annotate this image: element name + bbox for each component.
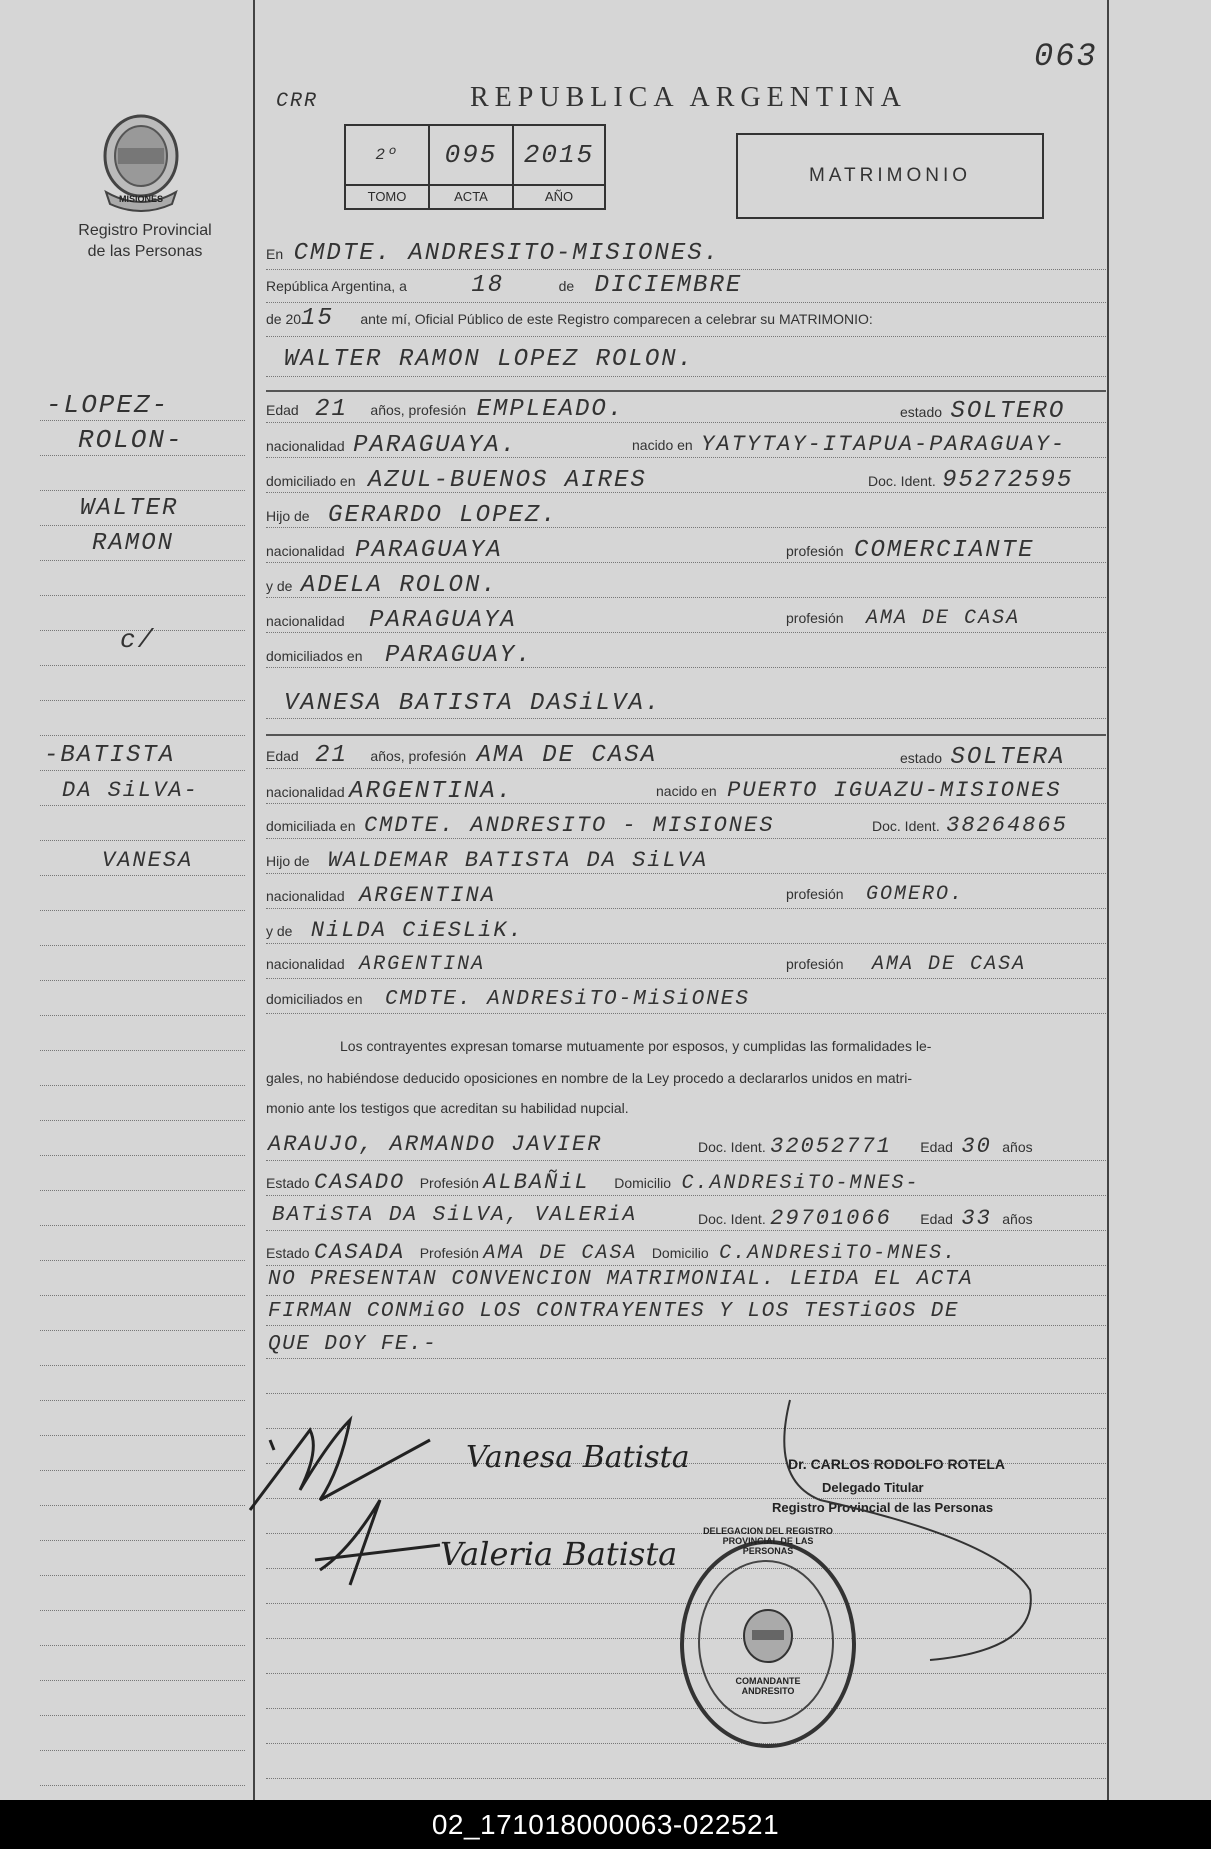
groom-hijo-label: Hijo de: [266, 508, 310, 524]
groom-father-profession: COMERCIANTE: [854, 537, 1035, 564]
registry-name-line2: de las Personas: [87, 243, 203, 260]
bride-father-prof-label: profesión: [786, 886, 844, 902]
witness-2-signature: Valeria Batista: [440, 1535, 678, 1573]
registry-name-line1: Registro Provincial: [78, 222, 212, 239]
groom-father-nationality: PARAGUAYA: [355, 537, 503, 564]
groom-doc-label: Doc. Ident.: [868, 473, 936, 489]
witness-2-age: 33: [961, 1206, 992, 1231]
groom-estado: SOLTERO: [950, 398, 1066, 425]
groom-nationality: PARAGUAYA.: [353, 432, 518, 459]
witness-2-edad-label: Edad: [920, 1211, 953, 1227]
groom-domiciliado-label: domiciliado en: [266, 473, 356, 489]
place-value: CMDTE. ANDRESITO-MISIONES.: [293, 240, 721, 267]
bride-estado-label: estado: [900, 750, 943, 766]
witness-2-doc: 29701066: [770, 1206, 892, 1231]
bride-father-nationality: ARGENTINA: [359, 883, 496, 908]
seal-ring-text: DELEGACION DEL REGISTRO PROVINCIAL DE LAS PERSONAS: [703, 1526, 833, 1556]
document-type-box: MATRIMONIO: [736, 133, 1044, 219]
bride-full-name: VANESA BATISTA DASiLVA.: [284, 690, 662, 717]
margin-groom-name-1: WALTER: [80, 495, 179, 522]
margin-connector: c/: [120, 625, 156, 655]
groom-age: 21: [315, 396, 348, 423]
bride-anios-profesion-label: años, profesión: [370, 748, 467, 764]
declaration-line-3: monio ante los testigos que acreditan su habilidad nupcial.: [266, 1100, 629, 1116]
bride-doc: 38264865: [946, 813, 1068, 838]
footer-code: 02_171018000063-022521: [0, 1800, 1211, 1849]
seal-inner-text: COMANDANTE ANDRESITO: [735, 1676, 801, 1696]
groom-profession: EMPLEADO.: [476, 396, 625, 423]
groom-mother-nationality: PARAGUAYA: [369, 607, 517, 634]
official-title: Delegado Titular: [822, 1480, 924, 1495]
official-name: Dr. CARLOS RODOLFO ROTELA: [788, 1456, 1005, 1472]
witness-1-anios-label: años: [1002, 1139, 1033, 1155]
bride-nationality: ARGENTINA.: [349, 778, 514, 805]
registry-number-box: [344, 124, 606, 210]
groom-full-name: WALTER RAMON LOPEZ ROLON.: [284, 346, 695, 373]
groom-mother-prof-label: profesión: [786, 610, 844, 626]
witness-2-estado-label: Estado: [266, 1245, 310, 1261]
seal-emblem-icon: [738, 1606, 798, 1670]
bride-mother-nat-label: nacionalidad: [266, 956, 345, 972]
margin-bride-surname-2: DA SiLVA-: [62, 778, 199, 803]
witness-1-prof-label: Profesión: [419, 1175, 479, 1191]
bride-estado: SOLTERA: [950, 744, 1066, 771]
groom-edad-label: Edad: [266, 402, 299, 418]
witness-1-age: 30: [961, 1134, 992, 1159]
delegation-seal: [680, 1526, 856, 1748]
groom-father: GERARDO LOPEZ.: [328, 502, 558, 529]
bride-signature: Vanesa Batista: [466, 1440, 690, 1475]
groom-nationality-label: nacionalidad: [266, 438, 345, 454]
bride-father-nat-label: nacionalidad: [266, 888, 345, 904]
witness-2-anios-label: años: [1002, 1211, 1033, 1227]
witness-2-estado: CASADA: [314, 1240, 406, 1265]
groom-anios-profesion-label: años, profesión: [370, 402, 467, 418]
closing-note-1: NO PRESENTAN CONVENCION MATRIMONIAL. LEIDA EL ACTA: [268, 1268, 974, 1291]
margin-groom-surname-1: -LOPEZ-: [46, 390, 170, 420]
bride-profession: AMA DE CASA: [476, 742, 658, 769]
witness-1-edad-label: Edad: [920, 1139, 953, 1155]
bride-edad-label: Edad: [266, 748, 299, 764]
bride-mother-profession: AMA DE CASA: [872, 953, 1027, 976]
tomo-value: 2º: [346, 126, 430, 186]
groom-father-prof-label: profesión: [786, 543, 844, 559]
page-number: 063: [1034, 38, 1098, 75]
groom-mother: ADELA ROLON.: [300, 572, 498, 599]
witness-2-dom-label: Domicilio: [651, 1245, 709, 1261]
bride-father-profession: GOMERO.: [866, 883, 965, 906]
bride-age: 21: [315, 742, 348, 769]
groom-father-nat-label: nacionalidad: [266, 543, 345, 559]
acta-label: ACTA: [430, 186, 514, 208]
witness-2-prof-label: Profesión: [419, 1245, 479, 1261]
month-value: DICIEMBRE: [594, 272, 743, 299]
bride-doc-label: Doc. Ident.: [872, 818, 940, 834]
bride-father: WALDEMAR BATISTA DA SiLVA: [328, 848, 709, 873]
crr-mark: CRR: [276, 90, 319, 113]
bride-nationality-label: nacionalidad: [266, 784, 345, 800]
witness-2-name: BATiSTA DA SiLVA, VALERiA: [272, 1204, 638, 1227]
groom-birthplace: YATYTAY-ITAPUA-PARAGUAY-: [701, 432, 1067, 457]
bride-hijo-label: Hijo de: [266, 853, 310, 869]
bride-address: CMDTE. ANDRESITO - MISIONES: [363, 813, 775, 838]
witness-1-doc: 32052771: [770, 1134, 892, 1159]
republica-label: República Argentina, a: [266, 278, 407, 294]
year-prefix-label: de 20: [266, 311, 302, 327]
year-suffix-value: 15: [301, 305, 334, 332]
bride-nacido-label: nacido en: [656, 783, 717, 799]
groom-nacido-label: nacido en: [632, 437, 693, 453]
witness-1-name: ARAUJO, ARMANDO JAVIER: [268, 1132, 603, 1157]
province-logo: [96, 112, 186, 212]
closing-note-2: FIRMAN CONMiGO LOS CONTRAYENTES Y LOS TESTiGOS DE: [268, 1300, 960, 1323]
witness-1-dom-label: Domicilio: [614, 1175, 671, 1191]
bride-domiciliada-label: domiciliada en: [266, 818, 356, 834]
bride-mother-prof-label: profesión: [786, 956, 844, 972]
bride-mother-nationality: ARGENTINA: [359, 953, 486, 976]
official-office: Registro Provincial de las Personas: [772, 1500, 994, 1515]
witness-1-signature-scribble: [310, 1490, 450, 1590]
anio-value: 2015: [514, 126, 604, 186]
logo-label: MISIONES: [118, 194, 163, 204]
declaration-line-1: Los contrayentes expresan tomarse mutuamente por esposos, y cumplidas las formalidades le-: [340, 1038, 932, 1054]
witness-2-profession: AMA DE CASA: [483, 1242, 638, 1265]
groom-estado-label: estado: [900, 404, 943, 420]
bride-y-de-label: y de: [266, 923, 293, 939]
groom-address: AZUL-BUENOS AIRES: [367, 467, 647, 494]
declaration-line-2: gales, no habiéndose deducido oposiciones en nombre de la Ley procedo a declararlos unidos en matri-: [266, 1070, 912, 1086]
witness-1-profession: ALBAÑiL: [483, 1170, 590, 1195]
groom-mother-nat-label: nacionalidad: [266, 613, 345, 629]
bride-parents-address: CMDTE. ANDRESiTO-MiSiONES: [384, 988, 751, 1011]
groom-domiciliados-label: domiciliados en: [266, 648, 363, 664]
witness-1-address: C.ANDRESiTO-MNES-: [681, 1172, 920, 1195]
tomo-label: TOMO: [346, 186, 430, 208]
groom-y-de-label: y de: [266, 578, 293, 594]
margin-groom-name-2: RAMON: [92, 530, 175, 557]
closing-note-3: QUE DOY FE.-: [268, 1333, 438, 1356]
en-label: En: [266, 246, 284, 262]
witness-1-doc-label: Doc. Ident.: [698, 1139, 766, 1155]
country-title: REPUBLICA ARGENTINA: [470, 82, 907, 113]
groom-mother-profession: AMA DE CASA: [866, 607, 1021, 630]
witness-1-estado-label: Estado: [266, 1175, 310, 1191]
intro-text: ante mí, Oficial Público de este Registro comparecen a celebrar su MATRIMONIO:: [360, 311, 873, 327]
bride-domiciliados-label: domiciliados en: [266, 991, 363, 1007]
de-label: de: [558, 278, 575, 294]
right-border: [1107, 0, 1109, 1800]
anio-label: AÑO: [544, 189, 574, 204]
day-value: 18: [471, 272, 505, 299]
witness-2-doc-label: Doc. Ident.: [698, 1211, 766, 1227]
margin-groom-surname-2: ROLON-: [78, 425, 184, 455]
groom-parents-address: PARAGUAY.: [384, 642, 533, 669]
witness-1-estado: CASADO: [314, 1170, 406, 1195]
bride-mother: NiLDA CiESLiK.: [310, 918, 524, 943]
margin-bride-surname-1: -BATISTA: [44, 742, 176, 769]
witness-2-address: C.ANDRESiTO-MNES.: [719, 1242, 958, 1265]
acta-value: 095: [430, 126, 514, 186]
margin-bride-name: VANESA: [102, 848, 194, 873]
groom-doc: 95272595: [942, 467, 1074, 494]
bride-birthplace: PUERTO IGUAZU-MISIONES: [727, 778, 1062, 803]
margin-divider: [253, 0, 255, 1800]
